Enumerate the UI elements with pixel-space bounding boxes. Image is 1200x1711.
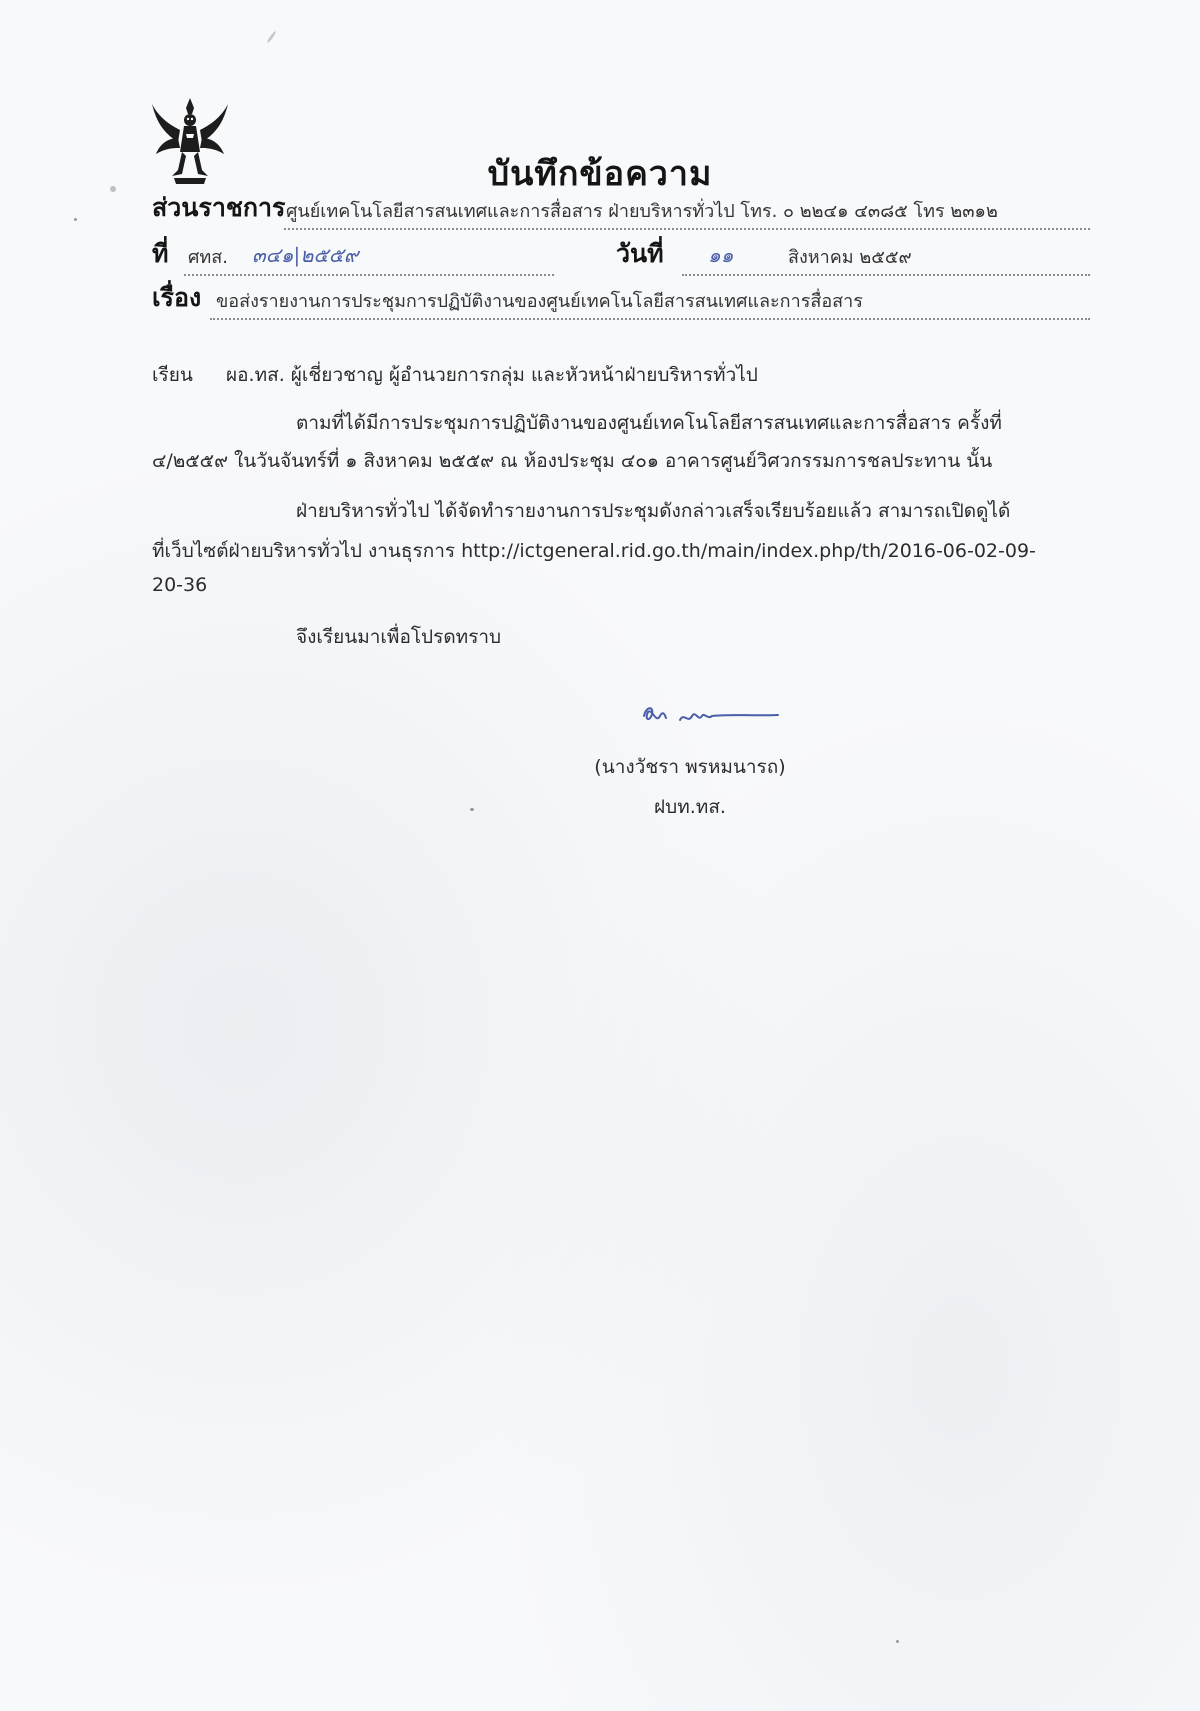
closing-line: จึงเรียนมาเพื่อโปรดทราบ <box>296 626 502 648</box>
reference-label: ที่ <box>152 239 169 268</box>
agency-value: ศูนย์เทคโนโลยีสารสนเทศและการสื่อสาร ฝ่ายบริหารทั่วไป โทร. ๐ ๒๒๔๑ ๔๓๘๕ โทร ๒๓๑๒ <box>286 201 998 222</box>
body-para1-line2: ๔/๒๕๕๙ ในวันจันทร์ที่ ๑ สิงหาคม ๒๕๕๙ ณ ห้องประชุม ๔๐๑ อาคารศูนย์วิศวกรรมการชลประทาน นั้น <box>152 450 993 472</box>
recipient-label: เรียน <box>152 364 193 386</box>
scan-speck <box>470 808 474 811</box>
agency-dotted-line <box>284 228 1090 230</box>
body-para2-line2: ที่เว็บไซต์ฝ่ายบริหารทั่วไป งานธุรการ http://ictgeneral.rid.go.th/main/index.php/th/2016-06-02-09- <box>152 540 1036 562</box>
date-month-year: สิงหาคม ๒๕๕๙ <box>788 247 912 268</box>
reference-dotted-line <box>184 274 554 276</box>
subject-label: เรื่อง <box>152 283 202 312</box>
agency-label: ส่วนราชการ <box>152 193 286 222</box>
subject-value: ขอส่งรายงานการประชุมการปฏิบัติงานของศูนย์เทคโนโลยีสารสนเทศและการสื่อสาร <box>216 291 863 312</box>
recipient-value: ผอ.ทส. ผู้เชี่ยวชาญ ผู้อำนวยการกลุ่ม และหัวหน้าฝ่ายบริหารทั่วไป <box>226 364 758 386</box>
date-label: วันที่ <box>616 239 664 268</box>
agency-row <box>152 194 1090 234</box>
handwritten-signature-icon <box>640 698 790 734</box>
reference-row <box>152 240 1090 280</box>
memo-title: บันทึกข้อความ <box>487 154 713 194</box>
subject-dotted-line <box>210 318 1090 320</box>
body-para1-line1: ตามที่ได้มีการประชุมการปฏิบัติงานของศูนย์เทคโนโลยีสารสนเทศและการสื่อสาร ครั้งที่ <box>296 412 1002 434</box>
scan-speck <box>110 186 116 192</box>
signatory-position: ฝบท.ทส. <box>654 796 726 818</box>
scan-speck <box>896 1640 899 1643</box>
date-day: ๑๑ <box>708 243 734 267</box>
reference-prefix: ศทส. <box>188 247 228 268</box>
subject-row <box>152 284 1090 324</box>
scan-speck <box>74 218 77 221</box>
signatory-name: (นางวัชรา พรหมนารถ) <box>594 756 786 778</box>
date-dotted-line <box>682 274 1090 276</box>
scan-speck <box>266 30 276 43</box>
body-para2-line1: ฝ่ายบริหารทั่วไป ได้จัดทำรายงานการประชุมดังกล่าวเสร็จเรียบร้อยแล้ว สามารถเปิดดูได้ <box>296 500 1011 522</box>
reference-number: ๓๔๑|๒๕๕๙ <box>252 243 359 267</box>
body-para2-line3: 20-36 <box>152 574 208 596</box>
